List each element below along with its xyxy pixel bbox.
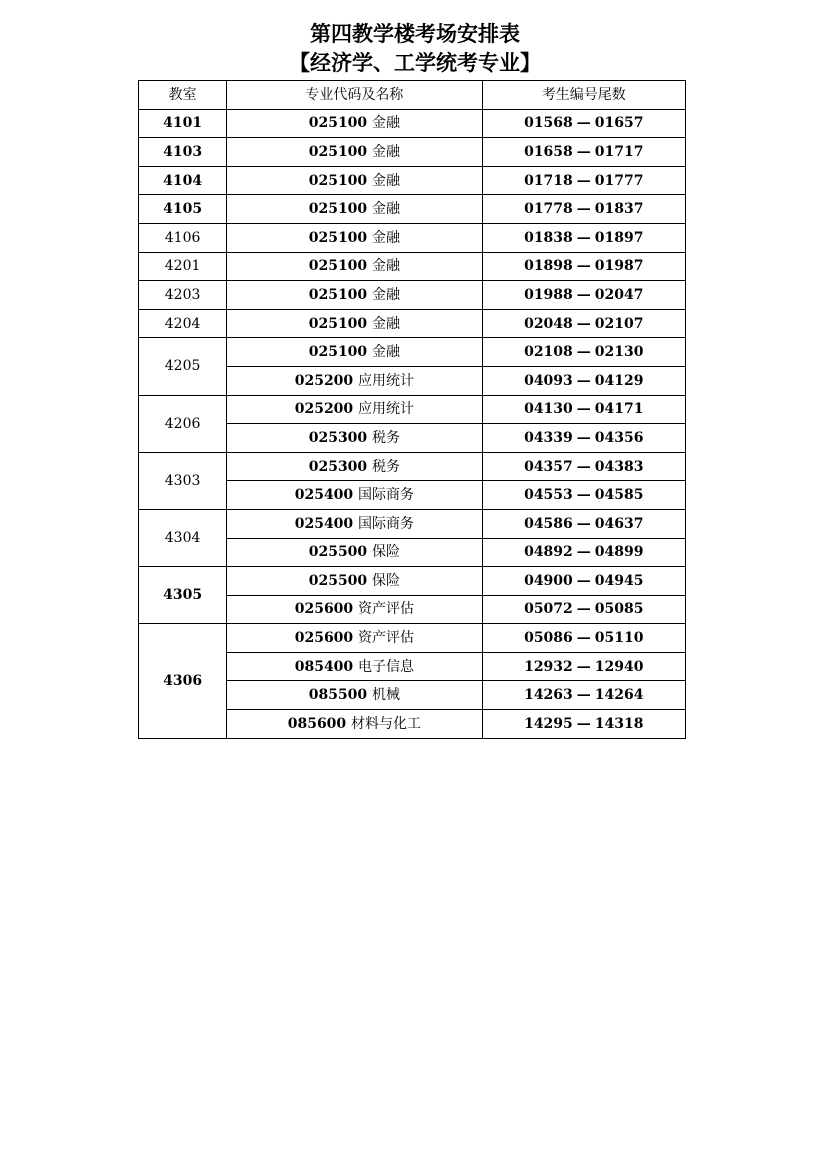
range-dash: — xyxy=(576,544,591,561)
major-cell xyxy=(227,166,482,195)
major-name: 资产评估 xyxy=(358,630,415,647)
major-code: 025200 xyxy=(294,372,354,389)
range-dash: — xyxy=(576,286,591,303)
major-cell xyxy=(227,366,482,395)
range-cell xyxy=(482,538,685,567)
range-cell xyxy=(482,166,685,195)
header-major: 专业代码及名称 xyxy=(227,81,482,110)
major-code: 025600 xyxy=(294,630,354,647)
room-cell: 4203 xyxy=(139,281,227,310)
range-dash: — xyxy=(576,258,591,275)
major-code: 025300 xyxy=(308,429,368,446)
range-start: 04900 xyxy=(524,572,573,589)
range-cell xyxy=(482,195,685,224)
range-start: 01898 xyxy=(524,258,573,275)
major-name: 应用统计 xyxy=(358,372,415,389)
range-dash: — xyxy=(576,572,591,589)
range-end: 05085 xyxy=(594,601,644,618)
range-cell xyxy=(482,481,685,510)
major-cell xyxy=(227,309,482,338)
range-cell xyxy=(482,223,685,252)
major-name: 国际商务 xyxy=(358,515,415,532)
range-start: 04093 xyxy=(524,372,573,389)
table-row xyxy=(139,452,686,481)
range-dash: — xyxy=(576,687,591,704)
range-cell xyxy=(482,509,685,538)
range-cell xyxy=(482,281,685,310)
room-cell: 4105 xyxy=(139,195,227,224)
header-room: 教室 xyxy=(139,81,227,110)
range-cell xyxy=(482,338,685,367)
range-cell xyxy=(482,424,685,453)
range-end: 04383 xyxy=(594,458,644,475)
range-end: 14264 xyxy=(594,687,644,704)
major-cell xyxy=(227,281,482,310)
table-row xyxy=(139,509,686,538)
range-end: 02047 xyxy=(594,286,644,303)
major-name: 金融 xyxy=(372,143,401,160)
range-end: 01897 xyxy=(594,229,644,246)
range-start: 04553 xyxy=(524,487,573,504)
major-name: 金融 xyxy=(372,258,401,275)
range-start: 02108 xyxy=(524,344,573,361)
exam-schedule-table xyxy=(138,80,686,739)
room-cell: 4306 xyxy=(139,624,227,738)
range-cell xyxy=(482,252,685,281)
range-end: 02107 xyxy=(594,315,644,332)
range-start: 14263 xyxy=(524,687,573,704)
major-name: 应用统计 xyxy=(358,401,415,418)
range-end: 04637 xyxy=(594,515,644,532)
room-cell: 4106 xyxy=(139,223,227,252)
range-start: 05072 xyxy=(524,601,573,618)
major-code: 025400 xyxy=(294,515,354,532)
major-name: 金融 xyxy=(372,201,401,218)
header-range: 考生编号尾数 xyxy=(482,81,685,110)
major-code: 025200 xyxy=(294,401,354,418)
range-end: 04585 xyxy=(594,487,644,504)
range-cell xyxy=(482,652,685,681)
major-code: 085500 xyxy=(308,687,368,704)
table-row xyxy=(139,624,686,653)
major-cell xyxy=(227,538,482,567)
range-end: 01717 xyxy=(594,143,644,160)
table-row xyxy=(139,252,686,281)
major-name: 电子信息 xyxy=(358,658,415,675)
major-name: 保险 xyxy=(372,544,401,561)
range-dash: — xyxy=(576,201,591,218)
range-dash: — xyxy=(576,143,591,160)
major-cell xyxy=(227,481,482,510)
range-end: 05110 xyxy=(594,630,644,647)
range-start: 01568 xyxy=(524,115,573,132)
major-code: 025100 xyxy=(308,143,368,160)
range-end: 04899 xyxy=(594,544,644,561)
major-name: 金融 xyxy=(372,172,401,189)
range-start: 04339 xyxy=(524,429,573,446)
range-start: 04357 xyxy=(524,458,573,475)
major-name: 金融 xyxy=(372,344,401,361)
major-name: 税务 xyxy=(372,458,401,475)
major-name: 金融 xyxy=(372,315,401,332)
range-start: 02048 xyxy=(524,315,573,332)
major-code: 025100 xyxy=(308,115,368,132)
range-cell xyxy=(482,595,685,624)
range-dash: — xyxy=(576,172,591,189)
range-start: 01838 xyxy=(524,229,573,246)
major-code: 025100 xyxy=(308,201,368,218)
range-dash: — xyxy=(576,630,591,647)
table-row xyxy=(139,138,686,167)
range-dash: — xyxy=(576,401,591,418)
major-name: 机械 xyxy=(372,687,401,704)
major-cell xyxy=(227,567,482,596)
range-dash: — xyxy=(576,601,591,618)
room-cell: 4304 xyxy=(139,509,227,566)
range-dash: — xyxy=(576,315,591,332)
room-cell: 4103 xyxy=(139,138,227,167)
range-dash: — xyxy=(576,429,591,446)
range-dash: — xyxy=(576,515,591,532)
major-code: 025500 xyxy=(308,572,368,589)
room-cell: 4201 xyxy=(139,252,227,281)
range-start: 01658 xyxy=(524,143,573,160)
range-start: 05086 xyxy=(524,630,573,647)
major-code: 025100 xyxy=(308,315,368,332)
range-cell xyxy=(482,109,685,138)
major-cell xyxy=(227,109,482,138)
major-code: 085400 xyxy=(294,658,354,675)
range-end: 02130 xyxy=(594,344,644,361)
range-start: 01718 xyxy=(524,172,573,189)
range-cell xyxy=(482,681,685,710)
range-dash: — xyxy=(576,344,591,361)
major-cell xyxy=(227,195,482,224)
range-end: 04129 xyxy=(594,372,644,389)
range-end: 01777 xyxy=(594,172,644,189)
major-name: 金融 xyxy=(372,115,401,132)
table-row xyxy=(139,309,686,338)
room-cell: 4303 xyxy=(139,452,227,509)
range-start: 04130 xyxy=(524,401,573,418)
range-end: 01837 xyxy=(594,201,644,218)
major-name: 材料与化工 xyxy=(351,715,422,732)
table-row xyxy=(139,567,686,596)
major-cell xyxy=(227,424,482,453)
page-title: 第四教学楼考场安排表 xyxy=(310,21,520,46)
room-cell: 4205 xyxy=(139,338,227,395)
major-cell xyxy=(227,595,482,624)
major-cell xyxy=(227,509,482,538)
major-code: 085600 xyxy=(287,715,347,732)
room-cell: 4101 xyxy=(139,109,227,138)
major-cell xyxy=(227,252,482,281)
range-start: 01778 xyxy=(524,201,573,218)
table-header-row xyxy=(139,81,686,110)
range-start: 12932 xyxy=(524,658,573,675)
range-end: 14318 xyxy=(594,715,644,732)
major-cell xyxy=(227,223,482,252)
range-start: 04586 xyxy=(524,515,573,532)
major-cell xyxy=(227,652,482,681)
range-dash: — xyxy=(576,715,591,732)
range-end: 04945 xyxy=(594,572,644,589)
major-code: 025300 xyxy=(308,458,368,475)
range-dash: — xyxy=(576,487,591,504)
major-cell xyxy=(227,338,482,367)
room-cell: 4305 xyxy=(139,567,227,624)
table-row xyxy=(139,395,686,424)
major-name: 金融 xyxy=(372,286,401,303)
range-cell xyxy=(482,710,685,739)
table-row xyxy=(139,166,686,195)
range-end: 04171 xyxy=(594,401,644,418)
major-cell xyxy=(227,452,482,481)
range-dash: — xyxy=(576,229,591,246)
major-name: 国际商务 xyxy=(358,487,415,504)
table-row xyxy=(139,109,686,138)
range-dash: — xyxy=(576,115,591,132)
table-row xyxy=(139,223,686,252)
major-code: 025100 xyxy=(308,286,368,303)
page-subtitle: 【经济学、工学统考专业】 xyxy=(289,50,541,75)
range-dash: — xyxy=(576,458,591,475)
major-code: 025100 xyxy=(308,344,368,361)
range-end: 04356 xyxy=(594,429,644,446)
major-cell xyxy=(227,624,482,653)
major-code: 025100 xyxy=(308,172,368,189)
major-code: 025400 xyxy=(294,487,354,504)
major-code: 025500 xyxy=(308,544,368,561)
range-cell xyxy=(482,567,685,596)
range-start: 14295 xyxy=(524,715,573,732)
range-start: 01988 xyxy=(524,286,573,303)
range-cell xyxy=(482,309,685,338)
range-cell xyxy=(482,366,685,395)
major-name: 金融 xyxy=(372,229,401,246)
range-cell xyxy=(482,452,685,481)
room-cell: 4204 xyxy=(139,309,227,338)
table-row xyxy=(139,195,686,224)
major-name: 资产评估 xyxy=(358,601,415,618)
range-cell xyxy=(482,138,685,167)
room-cell: 4206 xyxy=(139,395,227,452)
range-end: 12940 xyxy=(594,658,644,675)
major-cell xyxy=(227,681,482,710)
room-cell: 4104 xyxy=(139,166,227,195)
range-end: 01987 xyxy=(594,258,644,275)
major-name: 税务 xyxy=(372,429,401,446)
major-code: 025600 xyxy=(294,601,354,618)
table-row xyxy=(139,338,686,367)
table-row xyxy=(139,281,686,310)
major-code: 025100 xyxy=(308,229,368,246)
range-dash: — xyxy=(576,658,591,675)
major-code: 025100 xyxy=(308,258,368,275)
range-cell xyxy=(482,624,685,653)
range-cell xyxy=(482,395,685,424)
major-cell xyxy=(227,710,482,739)
major-cell xyxy=(227,138,482,167)
major-cell xyxy=(227,395,482,424)
range-start: 04892 xyxy=(524,544,573,561)
range-dash: — xyxy=(576,372,591,389)
major-name: 保险 xyxy=(372,572,401,589)
range-end: 01657 xyxy=(594,115,644,132)
